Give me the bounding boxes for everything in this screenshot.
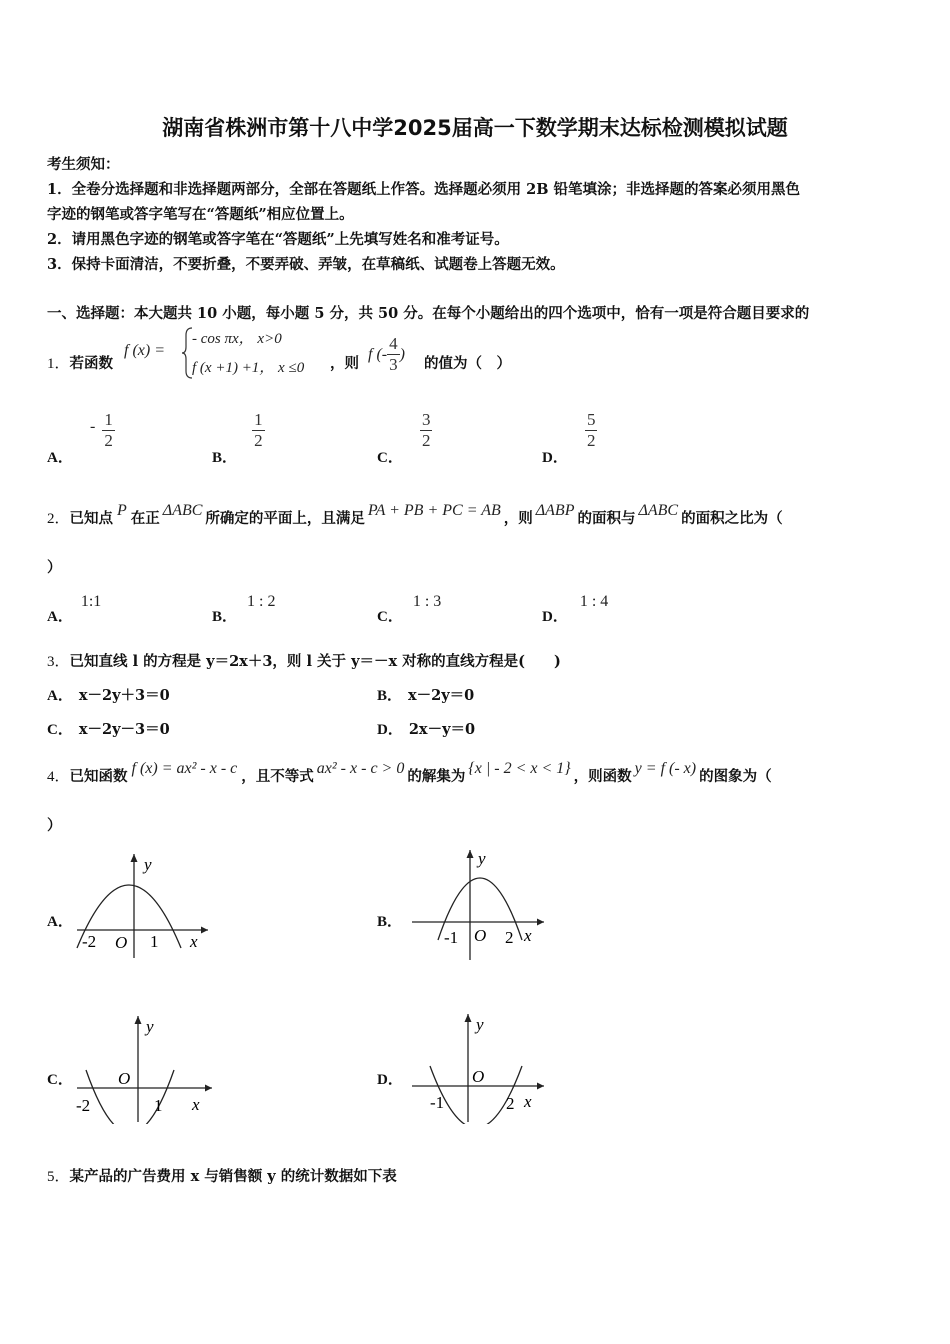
option-label: A．	[47, 450, 73, 466]
x-arrow-icon	[537, 919, 544, 926]
fraction	[387, 334, 400, 375]
left-root-label: -1	[430, 1093, 445, 1112]
origin-label: O	[115, 933, 128, 952]
option-label: B．	[212, 609, 238, 625]
option-a[interactable]	[47, 410, 113, 466]
denominator: 2	[254, 431, 263, 450]
option-a[interactable]	[47, 590, 102, 625]
x-arrow-icon	[537, 1083, 544, 1090]
x-label: x	[524, 1092, 532, 1111]
question-number: 5．	[47, 1169, 70, 1185]
question-4	[47, 760, 772, 786]
graph-b	[408, 846, 548, 966]
math-expr: ΔABC	[638, 502, 679, 519]
notice-item-1: 1．全卷分选择题和非选择题两部分，全部在答题纸上作答。选择题必须用 2B 铅笔填涂；非选择题的答案必须用黑色	[47, 181, 801, 198]
graph-d	[408, 1010, 548, 1128]
option-a[interactable]	[47, 684, 170, 705]
option-b[interactable]	[377, 684, 474, 705]
math-expr: f (x) = ax² - x - c	[131, 760, 238, 777]
origin-label: O	[118, 1069, 131, 1088]
option-label: C．	[377, 450, 403, 466]
question-number: 4．	[47, 769, 70, 785]
question-number: 2．	[47, 511, 70, 527]
function-label: f (x) =	[124, 342, 165, 359]
x-label: x	[190, 932, 198, 951]
option-value: 1:1	[80, 593, 102, 610]
denominator: 2	[421, 431, 431, 450]
x-arrow-icon	[205, 1085, 212, 1092]
y-label: y	[144, 855, 152, 874]
option-c[interactable]: C．	[47, 1072, 73, 1088]
option-label: C．	[47, 722, 73, 738]
question-number: 3．	[47, 654, 70, 670]
y-arrow-icon	[131, 854, 138, 862]
x-arrow-icon	[201, 927, 208, 934]
option-label: C．	[377, 609, 403, 625]
question-text: 的值为（ ）	[424, 355, 511, 372]
question-text: 若函数	[69, 355, 114, 372]
option-value: 1 : 3	[412, 593, 442, 610]
notice-heading: 考生须知：	[47, 156, 120, 173]
piecewise-case-2: f (x +1) +1， x ≤0	[192, 360, 305, 376]
option-label: A．	[47, 609, 73, 625]
option-sign: -	[89, 418, 96, 435]
question-text: 的图象为（	[699, 768, 772, 785]
question-5	[47, 1165, 397, 1186]
y-label: y	[146, 1017, 154, 1036]
option-value: x－2y＋3＝0	[78, 687, 170, 704]
question-text: ，则	[503, 510, 533, 527]
x-label: x	[524, 926, 532, 945]
x-label: x	[192, 1095, 200, 1114]
question-text: 的面积与	[577, 510, 636, 527]
math-expr: PA + PB + PC = AB	[367, 502, 501, 519]
numerator: 1	[104, 410, 113, 429]
right-root-label: 1	[154, 1096, 163, 1115]
feval-prefix: f (-	[368, 346, 388, 363]
question-text: 已知点	[69, 510, 114, 527]
left-root-label: -2	[76, 1096, 91, 1115]
section-heading: 一、选择题：本大题共 10 小题，每小题 5 分，共 50 分。在每个小题给出的四个选项中，恰有一项是符合题目要求的	[47, 305, 810, 322]
option-value: 1 : 2	[247, 593, 276, 610]
function-evaluation	[368, 334, 405, 375]
graph-c	[72, 1012, 222, 1128]
right-root-label: 2	[506, 1094, 515, 1113]
option-value: x－2y＝0	[408, 687, 475, 704]
option-d[interactable]: D．	[377, 1072, 403, 1088]
left-root-label: -1	[444, 928, 459, 947]
question-text: 已知直线 l 的方程是 y＝2x＋3，则 l 关于 y＝－x 对称的直线方程是( )	[69, 653, 561, 670]
option-value: x－2y－3＝0	[78, 721, 170, 738]
option-c[interactable]	[377, 590, 442, 625]
option-d[interactable]	[542, 410, 596, 466]
option-label: B．	[212, 450, 238, 466]
option-label: D．	[377, 722, 403, 738]
y-label: y	[478, 849, 486, 868]
math-expr: y = f (- x)	[634, 760, 697, 777]
notice-item-2: 2．请用黑色字迹的钢笔或答字笔在“答题纸”上先填写姓名和准考证号。	[47, 231, 509, 248]
question-2	[47, 502, 783, 528]
notice-item-1-cont: 字迹的钢笔或答字笔写在“答题纸”相应位置上。	[47, 206, 354, 223]
numerator: 3	[421, 410, 431, 429]
option-b[interactable]	[212, 590, 276, 625]
left-root-label: -2	[82, 932, 97, 951]
right-root-label: 1	[150, 932, 159, 951]
question-text: ，则函数	[573, 768, 632, 785]
origin-label: O	[472, 1067, 485, 1086]
option-label: B．	[377, 688, 403, 704]
math-expr: P	[117, 502, 127, 519]
option-b[interactable]: B．	[377, 914, 403, 930]
page-title: 湖南省株洲市第十八中学2025届高一下数学期末达标检测模拟试题	[162, 116, 788, 140]
question-text: 已知函数	[69, 768, 128, 785]
denominator: 2	[104, 431, 113, 450]
question-text: 的解集为	[407, 768, 466, 785]
numerator: 1	[254, 410, 263, 429]
y-label: y	[476, 1015, 484, 1034]
right-root-label: 2	[505, 928, 514, 947]
denominator: 2	[586, 431, 596, 450]
y-arrow-icon	[467, 850, 474, 858]
option-fraction	[252, 410, 265, 451]
question-4-close: ）	[47, 817, 62, 834]
option-d[interactable]	[377, 718, 475, 739]
origin-label: O	[474, 926, 487, 945]
option-value: 2x－y＝0	[408, 721, 476, 738]
piecewise-case-1: - cos πx， x>0	[192, 331, 282, 347]
option-a[interactable]: A．	[47, 914, 73, 930]
question-2-close: ）	[47, 559, 62, 576]
math-expr: {x | - 2 < x < 1}	[468, 760, 571, 777]
option-fraction	[102, 410, 115, 451]
option-d[interactable]	[542, 590, 609, 625]
question-number: 1．	[47, 356, 70, 372]
notice-item-3: 3．保持卡面清洁，不要折叠，不要弄破、弄皱，在草稿纸、试题卷上答题无效。	[47, 256, 565, 273]
denominator: 3	[389, 355, 398, 374]
question-1-prefix	[47, 352, 113, 373]
option-fraction	[585, 410, 598, 451]
numerator: 4	[389, 334, 398, 353]
graph-a	[72, 850, 212, 964]
question-text: 某产品的广告费用 x 与销售额 y 的统计数据如下表	[69, 1168, 397, 1185]
option-label: D．	[542, 450, 568, 466]
option-b[interactable]	[212, 410, 263, 466]
option-fraction	[420, 410, 433, 451]
question-text: 在正	[130, 510, 160, 527]
math-expr: ΔABC	[162, 502, 203, 519]
option-c[interactable]	[47, 718, 170, 739]
option-label: D．	[542, 609, 568, 625]
feval-suffix: )	[399, 346, 405, 363]
question-text: ，且不等式	[241, 768, 314, 785]
y-arrow-icon	[135, 1016, 142, 1024]
question-text: 所确定的平面上，且满足	[205, 510, 365, 527]
question-text: 的面积之比为（	[681, 510, 783, 527]
question-3	[47, 650, 561, 671]
question-text: ，则	[330, 355, 359, 372]
option-value: 1 : 4	[579, 593, 609, 610]
y-arrow-icon	[465, 1014, 472, 1022]
option-c[interactable]	[377, 410, 431, 466]
math-expr: ax² - x - c > 0	[316, 760, 405, 777]
numerator: 5	[586, 410, 596, 429]
option-label: A．	[47, 688, 73, 704]
math-expr: ΔABP	[535, 502, 575, 519]
